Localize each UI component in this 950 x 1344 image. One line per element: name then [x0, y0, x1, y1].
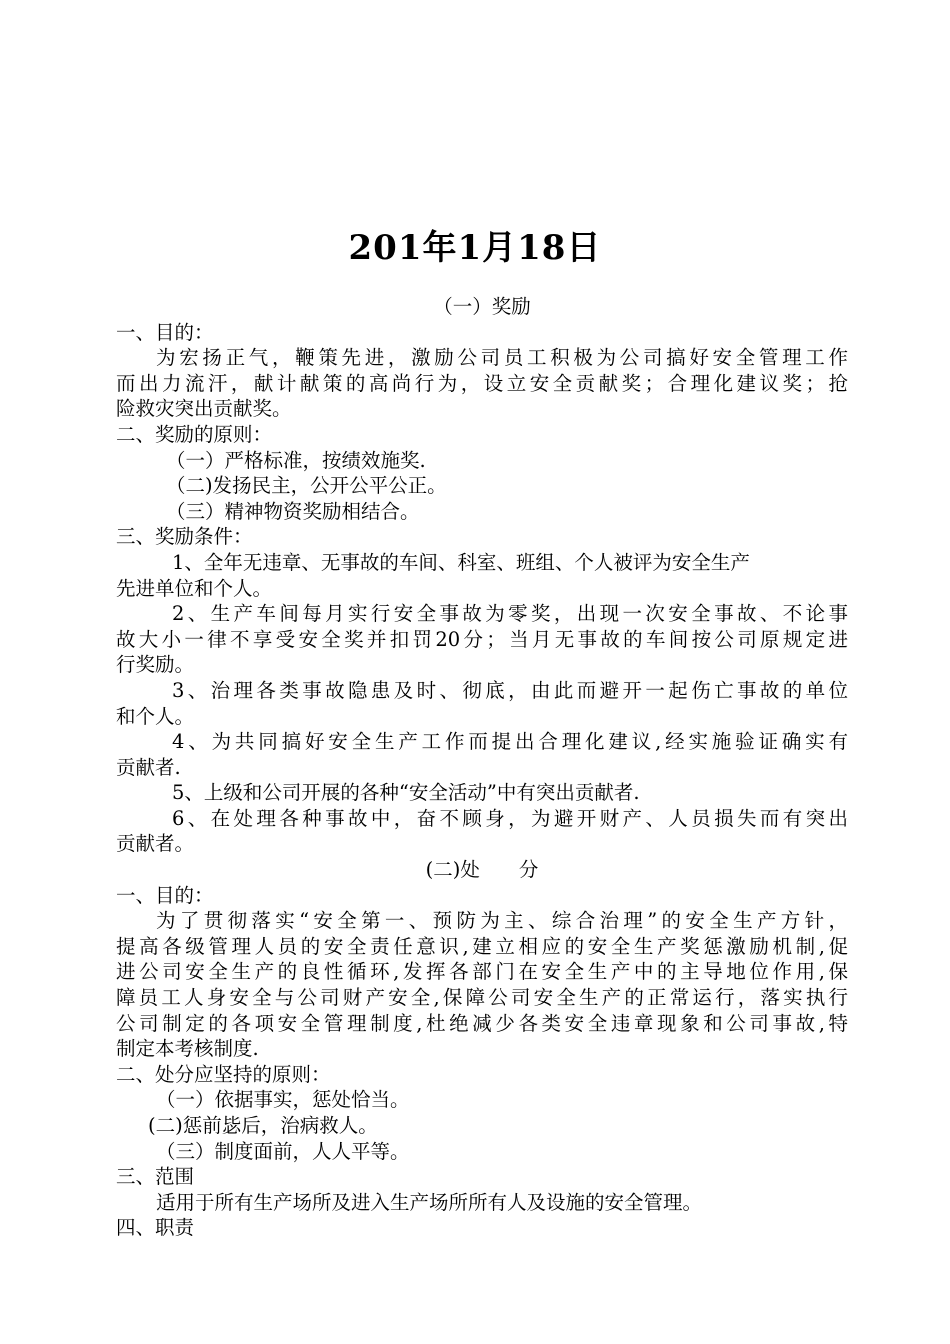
reward-condition-line: 3、治理各类事故隐患及时、彻底，由此而避开一起伤亡事故的单位: [172, 678, 848, 702]
reward-conditions-label: 三、奖励条件：: [116, 525, 253, 549]
reward-condition-line: 2、生产车间每月实行安全事故为零奖，出现一次安全事故、不论事: [172, 602, 848, 626]
penalty-principle-item: (二)惩前毖后，治病救人。: [148, 1114, 378, 1137]
penalty-purpose-label: 一、目的：: [116, 883, 214, 907]
penalty-principle-item: （三）制度面前，人人平等。: [156, 1139, 410, 1163]
penalty-principles-label: 二、处分应坚持的原则：: [116, 1062, 331, 1086]
reward-principles-label: 二、奖励的原则：: [116, 422, 273, 446]
reward-condition-line: 故大小一律不享受安全奖并扣罚20分；当月无事故的车间按公司原规定进: [116, 627, 848, 651]
penalty-purpose-line: 提高各级管理人员的安全责任意识,建立相应的安全生产奖惩激励机制,促: [116, 934, 848, 958]
reward-purpose-line: 为宏扬正气，鞭策先进，激励公司员工积极为公司搞好安全管理工作: [156, 346, 848, 370]
penalty-scope-text: 适用于所有生产场所及进入生产场所所有人及设施的安全管理。: [156, 1190, 703, 1214]
reward-condition-line: 5、上级和公司开展的各种“安全活动”中有突出贡献者.: [172, 781, 640, 805]
reward-condition-line: 1、全年无违章、无事故的车间、科室、班组、个人被评为安全生产: [172, 550, 750, 574]
reward-condition-line: 和个人。: [116, 704, 195, 728]
document-date-title: 201年1月18日: [348, 228, 602, 268]
reward-condition-line: 行奖励。: [116, 653, 195, 677]
section-reward-heading: （一）奖励: [433, 295, 531, 318]
penalty-purpose-line: 障员工人身安全与公司财产安全,保障公司安全生产的正常运行，落实执行: [116, 986, 848, 1010]
penalty-purpose-line: 公司制定的各项安全管理制度,杜绝减少各类安全违章现象和公司事故,特: [116, 1011, 848, 1035]
reward-condition-line: 6、在处理各种事故中，奋不顾身，为避开财产、人员损失而有突出: [172, 806, 848, 830]
reward-purpose-line: 险救灾突出贡献奖。: [116, 397, 292, 421]
reward-condition-line: 贡献者.: [116, 755, 181, 779]
reward-principle-item: （二)发扬民主，公开公平公正。: [166, 474, 447, 498]
penalty-principle-item: （一）依据事实，惩处恰当。: [156, 1088, 410, 1112]
section-penalty-heading: (二)处 分: [425, 858, 539, 882]
penalty-purpose-line: 为了贯彻落实“安全第一、预防为主、综合治理”的安全生产方针，: [156, 909, 848, 933]
reward-purpose-line: 而出力流汗，献计献策的高尚行为，设立安全贡献奖；合理化建议奖；抢: [116, 371, 848, 395]
reward-condition-line: 4、为共同搞好安全生产工作而提出合理化建议,经实施验证确实有: [172, 730, 848, 754]
penalty-purpose-line: 制定本考核制度.: [116, 1037, 259, 1061]
penalty-duties-label: 四、职责: [116, 1216, 195, 1240]
reward-condition-line: 先进单位和个人。: [116, 576, 273, 600]
reward-purpose-label: 一、目的：: [116, 320, 214, 344]
reward-principle-item: （三）精神物资奖励相结合。: [166, 499, 420, 523]
penalty-purpose-line: 进公司安全生产的良性循环,发挥各部门在安全生产中的主导地位作用,保: [116, 960, 848, 984]
document-body: [116, 294, 848, 1241]
reward-condition-line: 贡献者。: [116, 832, 195, 856]
penalty-scope-label: 三、范围: [116, 1165, 195, 1189]
reward-principle-item: （一）严格标准，按绩效施奖.: [166, 448, 426, 472]
